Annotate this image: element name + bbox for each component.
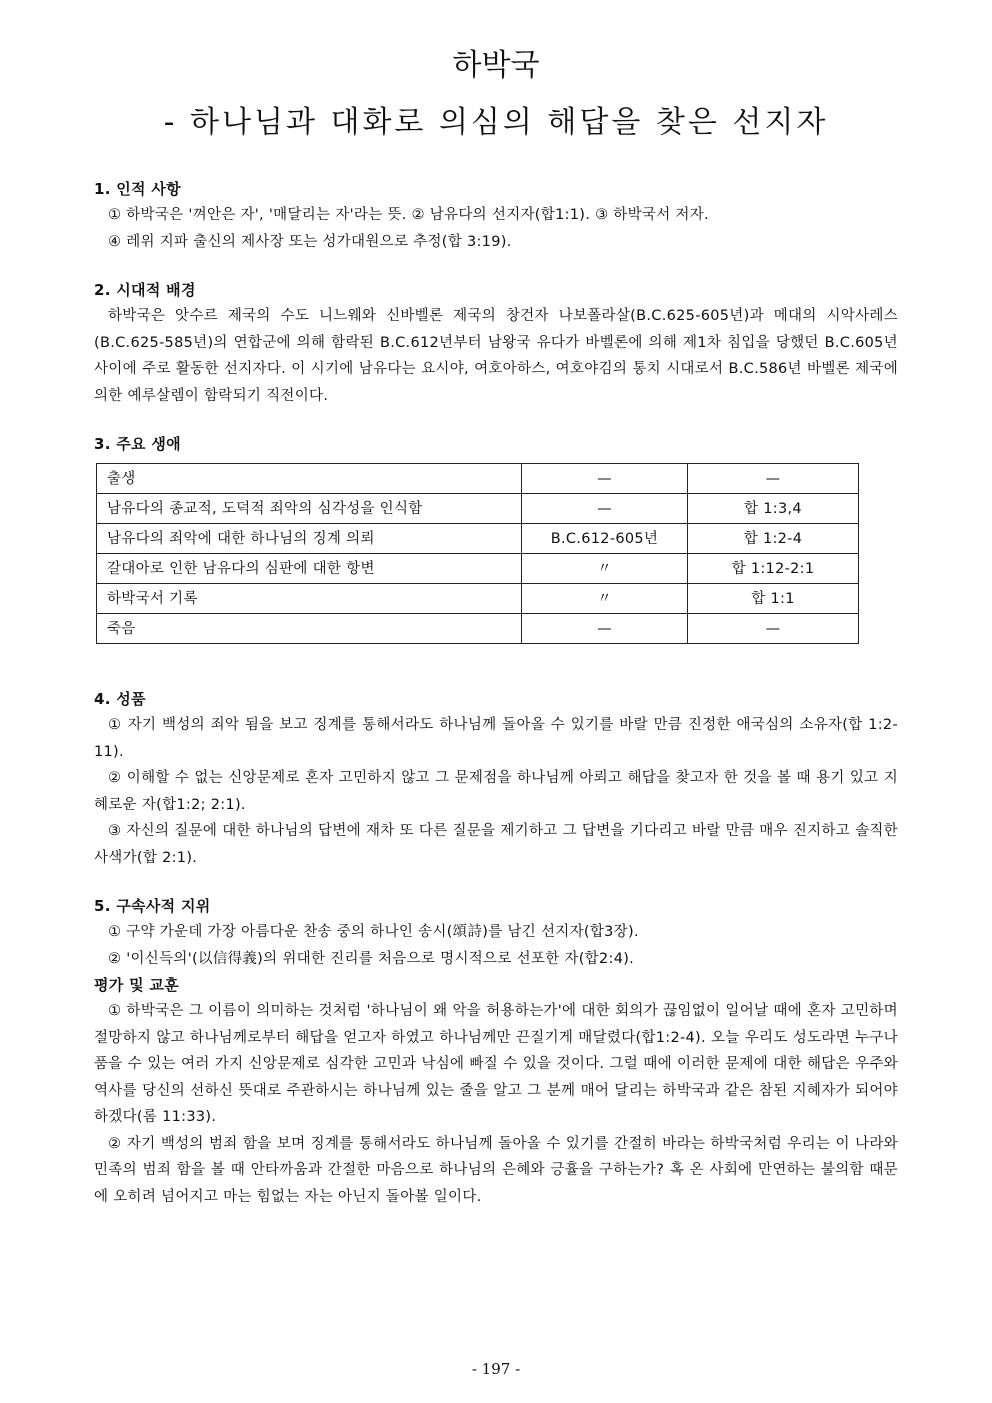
section-heading-redemptive-status: 5. 구속사적 지위	[94, 897, 211, 915]
table-cell-ref: 합 1:2-4	[688, 524, 859, 554]
list-item: ④ 레위 지파 출신의 제사장 또는 성가대원으로 추정(합 3:19).	[108, 233, 512, 250]
section-heading-character: 4. 성품	[94, 690, 146, 708]
table-cell-event: 출생	[97, 464, 522, 494]
table-row	[97, 494, 859, 524]
life-table	[96, 463, 859, 644]
table-cell-date: B.C.612-605년	[522, 524, 688, 554]
table-cell-date: 〃	[522, 554, 688, 584]
list-item: ② '이신득의'(以信得義)의 위대한 진리를 처음으로 명시적으로 선포한 자(합2:4).	[108, 950, 635, 967]
list-item: ① 구약 가운데 가장 아름다운 찬송 중의 하나인 송시(頌詩)를 남긴 선지자(합3장).	[108, 924, 639, 940]
table-row	[97, 524, 859, 554]
table-cell-date: 〃	[522, 584, 688, 614]
section-paragraph: 하박국은 앗수르 제국의 수도 니느웨와 신바벨론 제국의 창건자 나보폴라살(B.C.625-605년)과 메대의 시악사레스(B.C.625-585년)의 연합군에 의해 함락된 B.C.612년부터 남왕국 유다가 바벨론에 의해 제1차 침입을 당했던 B.C.605년 사이에 주로 활동한 선지자다. 이 시기에 남유다는 요시야, 여호아하스, 여호야김의 통치 시대로서 B.C.586년 바벨론 제국에 의한 예루살렘이 함락되기 직전이다.	[94, 308, 898, 404]
table-cell-event: 갈대아로 인한 남유다의 심판에 대한 항변	[97, 554, 522, 584]
table-cell-ref: 합 1:3,4	[688, 494, 859, 524]
table-row	[97, 464, 859, 494]
table-cell-date: —	[522, 494, 688, 524]
section-heading-background: 2. 시대적 배경	[94, 281, 196, 299]
table-cell-date: —	[522, 614, 688, 644]
list-item: ② 이해할 수 없는 신앙문제로 혼자 고민하지 않고 그 문제점을 하나님께 아뢰고 해답을 찾고자 한 것을 볼 때 용기 있고 지혜로운 자(합1:2; 2:1).	[94, 770, 898, 813]
table-cell-date: —	[522, 464, 688, 494]
table-row	[97, 614, 859, 644]
table-cell-event: 하박국서 기록	[97, 584, 522, 614]
page-subtitle: - 하나님과 대화로 의심의 해답을 찾은 선지자	[163, 105, 829, 140]
table-row	[97, 584, 859, 614]
list-item: ① 하박국은 '껴안은 자', '매달리는 자'라는 뜻. ② 남유다의 선지자(합1:1). ③ 하박국서 저자.	[108, 207, 709, 223]
section-heading-life: 3. 주요 생애	[94, 435, 181, 453]
table-cell-event: 남유다의 죄악에 대한 하나님의 징계 의뢰	[97, 524, 522, 554]
list-item: ③ 자신의 질문에 대한 하나님의 답변에 재차 또 다른 질문을 제기하고 그 답변을 기다리고 바랄 만큼 매우 진지하고 솔직한 사색가(합 2:1).	[94, 823, 898, 866]
section-heading-evaluation: 평가 및 교훈	[94, 976, 179, 994]
table-cell-event: 남유다의 종교적, 도덕적 죄악의 심각성을 인식함	[97, 494, 522, 524]
table-cell-ref: —	[688, 464, 859, 494]
list-item: ① 하박국은 그 이름이 의미하는 것처럼 '하나님이 왜 악을 허용하는가'에 대한 회의가 끊임없이 일어날 때에 혼자 고민하며 절망하지 않고 하나님께로부터 해답을 얻고자 하였고 하나님께만 끈질기게 매달렸다(합1:2-4). 오늘 우리도 성도라면 누구나 품을 수 있는 여러 가지 신앙문제로 심각한 고민과 낙심에 빠질 수 있을 것이다. 그럴 때에 이러한 문제에 대한 해답은 우주와 역사를 당신의 선하신 뜻대로 주관하시는 하나님께 있는 줄을 알고 그 분께 매어 달리는 하박국과 같은 참된 지혜자가 되어야 하겠다(롬 11:33).	[94, 1003, 898, 1125]
table-row	[97, 554, 859, 584]
table-cell-ref: 합 1:12-2:1	[688, 554, 859, 584]
table-cell-ref: 합 1:1	[688, 584, 859, 614]
table-cell-event: 죽음	[97, 614, 522, 644]
page-title: 하박국	[452, 48, 540, 83]
list-item: ① 자기 백성의 죄악 됨을 보고 징계를 통해서라도 하나님께 돌아올 수 있기를 바랄 만큼 진정한 애국심의 소유자(합 1:2-11).	[94, 717, 898, 760]
document-body	[94, 176, 898, 1210]
list-item: ② 자기 백성의 범죄 함을 보며 징계를 통해서라도 하나님께 돌아올 수 있기를 간절히 바라는 하박국처럼 우리는 이 나라와 민족의 범죄 함을 볼 때 안타까움과 간절한 마음으로 하나님의 은혜와 긍휼을 구하는가? 혹 온 사회에 만연하는 불의함 때문에 오히려 넘어지고 마는 힘없는 자는 아닌지 돌아볼 일이다.	[94, 1135, 898, 1205]
section-heading-personal: 1. 인적 사항	[94, 180, 181, 198]
page-number: - 197 -	[471, 1360, 521, 1378]
table-cell-ref: —	[688, 614, 859, 644]
